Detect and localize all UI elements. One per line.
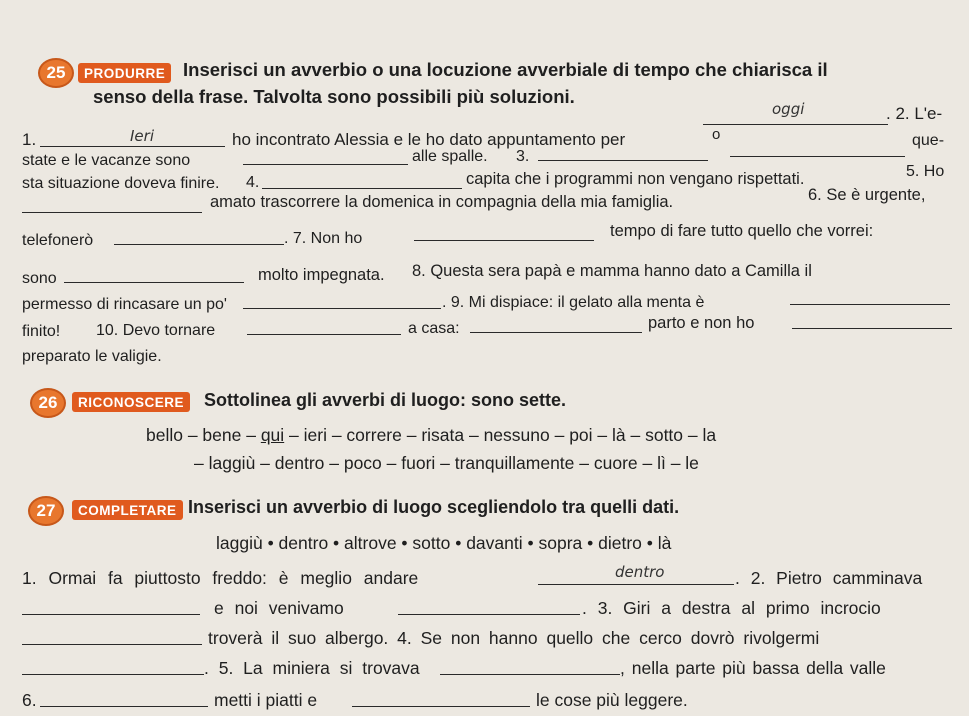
ex25-item-3-number: 3. xyxy=(516,148,530,165)
ex25-item-7: . 7. Non ho xyxy=(284,230,363,247)
ex25-line6-text2: molto impegnata. xyxy=(258,266,385,284)
ex27-line2-text: e noi venivamo xyxy=(214,598,344,618)
exercise-26-badge: RICONOSCERE xyxy=(72,392,190,412)
ex27-line3-text: troverà il suo albergo. 4. Se non hanno quello che cerco dovrò rivolgermi xyxy=(208,628,820,648)
exercise-27-title: Inserisci un avverbio di luogo scegliendolo tra quelli dati. xyxy=(188,497,680,517)
ex25-answer-1: Ieri xyxy=(130,127,154,145)
ex26-words-b: – ieri – correre – risata – nessuno – poi – là – sotto – la xyxy=(284,425,717,445)
ex25-blank-10[interactable] xyxy=(790,286,950,305)
ex27-blank-5[interactable] xyxy=(22,656,204,675)
ex25-blank-12[interactable] xyxy=(470,314,642,333)
ex25-answer-1b: oggi xyxy=(772,100,805,118)
ex25-line7-text2: . 9. Mi dispiace: il gelato alla menta è xyxy=(442,294,705,311)
ex25-blank-5[interactable] xyxy=(22,194,202,213)
ex25-item-1-number: 1. xyxy=(22,130,37,149)
ex27-line4-text: . 5. La miniera si trovava xyxy=(204,658,420,678)
exercise-25-title-line2: senso della frase. Talvolta sono possibili più soluzioni. xyxy=(93,86,575,107)
ex25-item-6-number: 6. Se è urgente, xyxy=(808,186,926,204)
ex25-item-4-number: 4. xyxy=(246,174,260,191)
ex25-item-5-number: 5. Ho xyxy=(906,163,945,180)
ex25-item-10-number: 10. Devo tornare xyxy=(96,322,216,339)
exercise-26-title: Sottolinea gli avverbi di luogo: sono sette. xyxy=(204,390,567,410)
ex27-item-6-number: 6. xyxy=(22,690,37,710)
ex27-line1-end: . 2. Pietro camminava xyxy=(735,568,923,588)
ex25-blank-2[interactable] xyxy=(243,146,408,165)
ex25-blank-9[interactable] xyxy=(243,290,441,309)
exercise-26-words-row2: – laggiù – dentro – poco – fuori – tranquillamente – cuore – lì – le xyxy=(194,453,699,473)
ex25-line2-text2: alle spalle. xyxy=(412,148,488,165)
ex25-line7-text: permesso di rincasare un po' xyxy=(22,296,227,313)
exercise-27-number xyxy=(28,496,64,526)
exercise-27-number-text: 27 xyxy=(36,501,56,520)
ex27-blank-2[interactable] xyxy=(22,596,200,615)
exercise-27-badge: COMPLETARE xyxy=(72,500,183,520)
ex25-line4-text: amato trascorrere la domenica in compagnia della mia famiglia. xyxy=(210,193,674,211)
ex25-line6-text: sono xyxy=(22,270,57,287)
ex25-blank-13[interactable] xyxy=(792,310,952,329)
exercise-26-words-row1 xyxy=(146,425,716,446)
ex27-line5-end: le cose più leggere. xyxy=(536,690,688,710)
ex25-line3-text2: capita che i programmi non vengano rispettati. xyxy=(466,170,805,188)
ex27-line1-text: 1. Ormai fa piuttosto freddo: è meglio andare xyxy=(22,568,419,588)
exercise-25-title-line1: Inserisci un avverbio o una locuzione avverbiale di tempo che chiarisca il xyxy=(183,59,828,80)
ex25-line5-text: telefonerò xyxy=(22,232,94,249)
ex25-blank-6[interactable] xyxy=(114,226,284,245)
ex27-line4-end: , nella parte più bassa della valle xyxy=(620,658,886,678)
exercise-25-badge: PRODURRE xyxy=(78,63,171,83)
ex25-blank-3b[interactable] xyxy=(730,138,905,157)
exercise-26-number-text: 26 xyxy=(38,393,58,412)
ex25-blank-8[interactable] xyxy=(64,264,244,283)
exercise-25-number-text: 25 xyxy=(46,63,66,82)
ex25-line6-text3: 8. Questa sera papà e mamma hanno dato a Camilla il xyxy=(412,262,812,280)
exercise-26-number xyxy=(30,388,66,418)
ex27-blank-6[interactable] xyxy=(440,656,620,675)
ex25-line9-text: preparato le valigie. xyxy=(22,348,162,365)
ex27-blank-7[interactable] xyxy=(40,688,208,707)
ex27-blank-3[interactable] xyxy=(398,596,580,615)
ex25-blank-3a[interactable] xyxy=(538,142,708,161)
ex25-line3-text: sta situazione doveva finire. xyxy=(22,175,220,192)
ex25-line8-text3: parto e non ho xyxy=(648,314,755,332)
ex26-words-a: bello – bene – xyxy=(146,425,261,445)
ex25-line1-text: ho incontrato Alessia e le ho dato appuntamento per xyxy=(232,130,626,149)
ex27-blank-4[interactable] xyxy=(22,626,202,645)
ex27-line2-end: . 3. Giri a destra al primo incrocio xyxy=(582,598,881,618)
ex27-answer-1: dentro xyxy=(615,563,665,581)
ex25-line8-text: finito! xyxy=(22,323,61,340)
ex25-blank-7[interactable] xyxy=(414,222,594,241)
ex25-line8-text2: a casa: xyxy=(408,320,460,337)
ex25-line1-end: . 2. L'e- xyxy=(886,104,943,123)
ex27-blank-8[interactable] xyxy=(352,688,530,707)
ex25-blank-11[interactable] xyxy=(247,316,401,335)
ex25-blank-4[interactable] xyxy=(262,170,462,189)
exercise-25-number xyxy=(38,58,74,88)
ex25-line2-end: que- xyxy=(912,132,945,149)
ex25-line2-text: state e le vacanze sono xyxy=(22,152,191,169)
ex27-line5-text: metti i piatti e xyxy=(214,690,318,710)
ex25-or-text: o xyxy=(712,126,721,143)
ex26-word-qui-underlined[interactable]: qui xyxy=(260,425,285,445)
ex25-line5-text3: tempo di fare tutto quello che vorrei: xyxy=(610,222,874,240)
exercise-27-word-bank: laggiù • dentro • altrove • sotto • davanti • sopra • dietro • là xyxy=(216,533,672,553)
